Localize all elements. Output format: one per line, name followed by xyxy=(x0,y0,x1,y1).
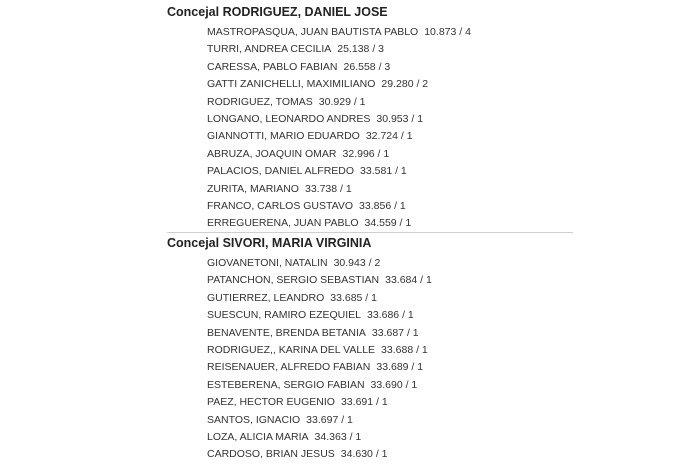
candidate-votes: 32.996 / 1 xyxy=(342,147,390,160)
candidate-name: RODRIGUEZ,, KARINA DEL VALLE xyxy=(207,343,376,356)
list-item xyxy=(207,412,573,429)
list-item xyxy=(207,24,573,41)
candidate-votes: 30.943 / 2 xyxy=(333,257,381,269)
candidate-name: PAEZ, HECTOR EUGENIO xyxy=(207,396,335,409)
candidate-votes: 33.689 / 1 xyxy=(376,361,424,374)
candidate-name: PATANCHON, SERGIO SEBASTIAN xyxy=(207,274,380,287)
candidate-votes: 33.691 / 1 xyxy=(340,396,388,409)
candidate-name: ERREGUERENA, JUAN PABLO xyxy=(207,217,359,230)
list-item xyxy=(207,94,573,111)
candidate-votes: 33.685 / 1 xyxy=(330,291,377,304)
section-title: Concejal RODRIGUEZ, DANIEL JOSE xyxy=(167,5,388,19)
candidate-votes: 34.363 / 1 xyxy=(314,430,362,443)
section-divider xyxy=(167,232,573,233)
list-item xyxy=(207,146,573,163)
candidate-votes: 33.738 / 1 xyxy=(304,182,352,195)
candidate-name: GIANNOTTI, MARIO EDUARDO xyxy=(207,130,360,143)
candidate-name: BENAVENTE, BRENDA BETANIA xyxy=(207,326,366,339)
candidate-name: LONGANO, LEONARDO ANDRES xyxy=(207,112,371,125)
councillor-section xyxy=(167,235,573,464)
candidate-name: PALACIOS, DANIEL ALFREDO xyxy=(207,165,355,178)
candidate-votes: 25.138 / 3 xyxy=(337,43,384,56)
list-item xyxy=(207,446,573,463)
list-item xyxy=(207,111,573,128)
candidate-votes: 33.687 / 1 xyxy=(371,326,419,339)
list-item xyxy=(207,307,573,324)
list-item xyxy=(207,163,573,180)
councillor-section xyxy=(167,4,573,233)
list-item xyxy=(207,325,573,342)
list-item xyxy=(207,76,573,93)
list-item xyxy=(207,272,573,289)
candidate-votes: 33.697 / 1 xyxy=(306,413,353,426)
candidate-name: FRANCO, CARLOS GUSTAVO xyxy=(207,199,354,212)
candidate-name: ZURITA, MARIANO xyxy=(207,182,299,195)
candidate-name: RODRIGUEZ, TOMAS xyxy=(207,95,313,108)
candidate-votes: 34.559 / 1 xyxy=(364,217,412,230)
candidate-name: ABRUZA, JOAQUIN OMAR xyxy=(207,147,337,160)
list-item xyxy=(207,41,573,58)
candidate-votes: 30.929 / 1 xyxy=(318,95,366,108)
candidate-votes: 33.690 / 1 xyxy=(370,378,418,391)
candidate-votes: 33.684 / 1 xyxy=(385,274,432,287)
list-item xyxy=(207,128,573,145)
candidate-votes: 30.953 / 1 xyxy=(376,112,424,125)
candidate-votes: 34.630 / 1 xyxy=(340,448,388,461)
candidate-votes: 32.724 / 1 xyxy=(365,130,413,143)
list-item xyxy=(207,342,573,359)
candidate-name: REISENAUER, ALFREDO FABIAN xyxy=(207,361,371,374)
list-item xyxy=(207,255,573,272)
candidate-votes: 29.280 / 2 xyxy=(381,78,429,91)
candidate-name: CARDOSO, BRIAN JESUS xyxy=(207,448,335,461)
candidate-name: CARESSA, PABLO FABIAN xyxy=(207,60,338,73)
list-item xyxy=(207,181,573,198)
section-title: Concejal SIVORI, MARIA VIRGINIA xyxy=(167,236,372,250)
list-item xyxy=(207,215,573,232)
list-item xyxy=(207,377,573,394)
list-item xyxy=(207,198,573,215)
list-item xyxy=(207,290,573,307)
candidate-votes: 33.688 / 1 xyxy=(381,343,428,356)
candidate-name: GUTIERREZ, LEANDRO xyxy=(207,291,325,304)
candidate-votes: 33.686 / 1 xyxy=(367,309,414,322)
list-item xyxy=(207,394,573,411)
candidate-name: SANTOS, IGNACIO xyxy=(207,413,301,426)
candidate-name: LOZA, ALICIA MARIA xyxy=(207,430,309,443)
candidate-name: GATTI ZANICHELLI, MAXIMILIANO xyxy=(207,78,376,91)
candidate-votes: 10.873 / 4 xyxy=(424,26,471,38)
list-item xyxy=(207,429,573,446)
candidate-name: GIOVANETONI, NATALIN xyxy=(207,257,328,269)
list-item xyxy=(207,359,573,376)
candidate-votes: 33.856 / 1 xyxy=(359,199,406,212)
candidate-name: MASTROPASQUA, JUAN BAUTISTA PABLO xyxy=(207,26,419,38)
candidate-name: TURRI, ANDREA CECILIA xyxy=(207,43,332,56)
candidate-votes: 33.581 / 1 xyxy=(360,165,407,178)
candidate-list xyxy=(167,24,573,233)
candidate-name: SUESCUN, RAMIRO EZEQUIEL xyxy=(207,309,362,322)
candidate-votes: 26.558 / 3 xyxy=(343,60,391,73)
candidate-name: ESTEBERENA, SERGIO FABIAN xyxy=(207,378,365,391)
list-item xyxy=(207,59,573,76)
candidate-list xyxy=(167,255,573,464)
